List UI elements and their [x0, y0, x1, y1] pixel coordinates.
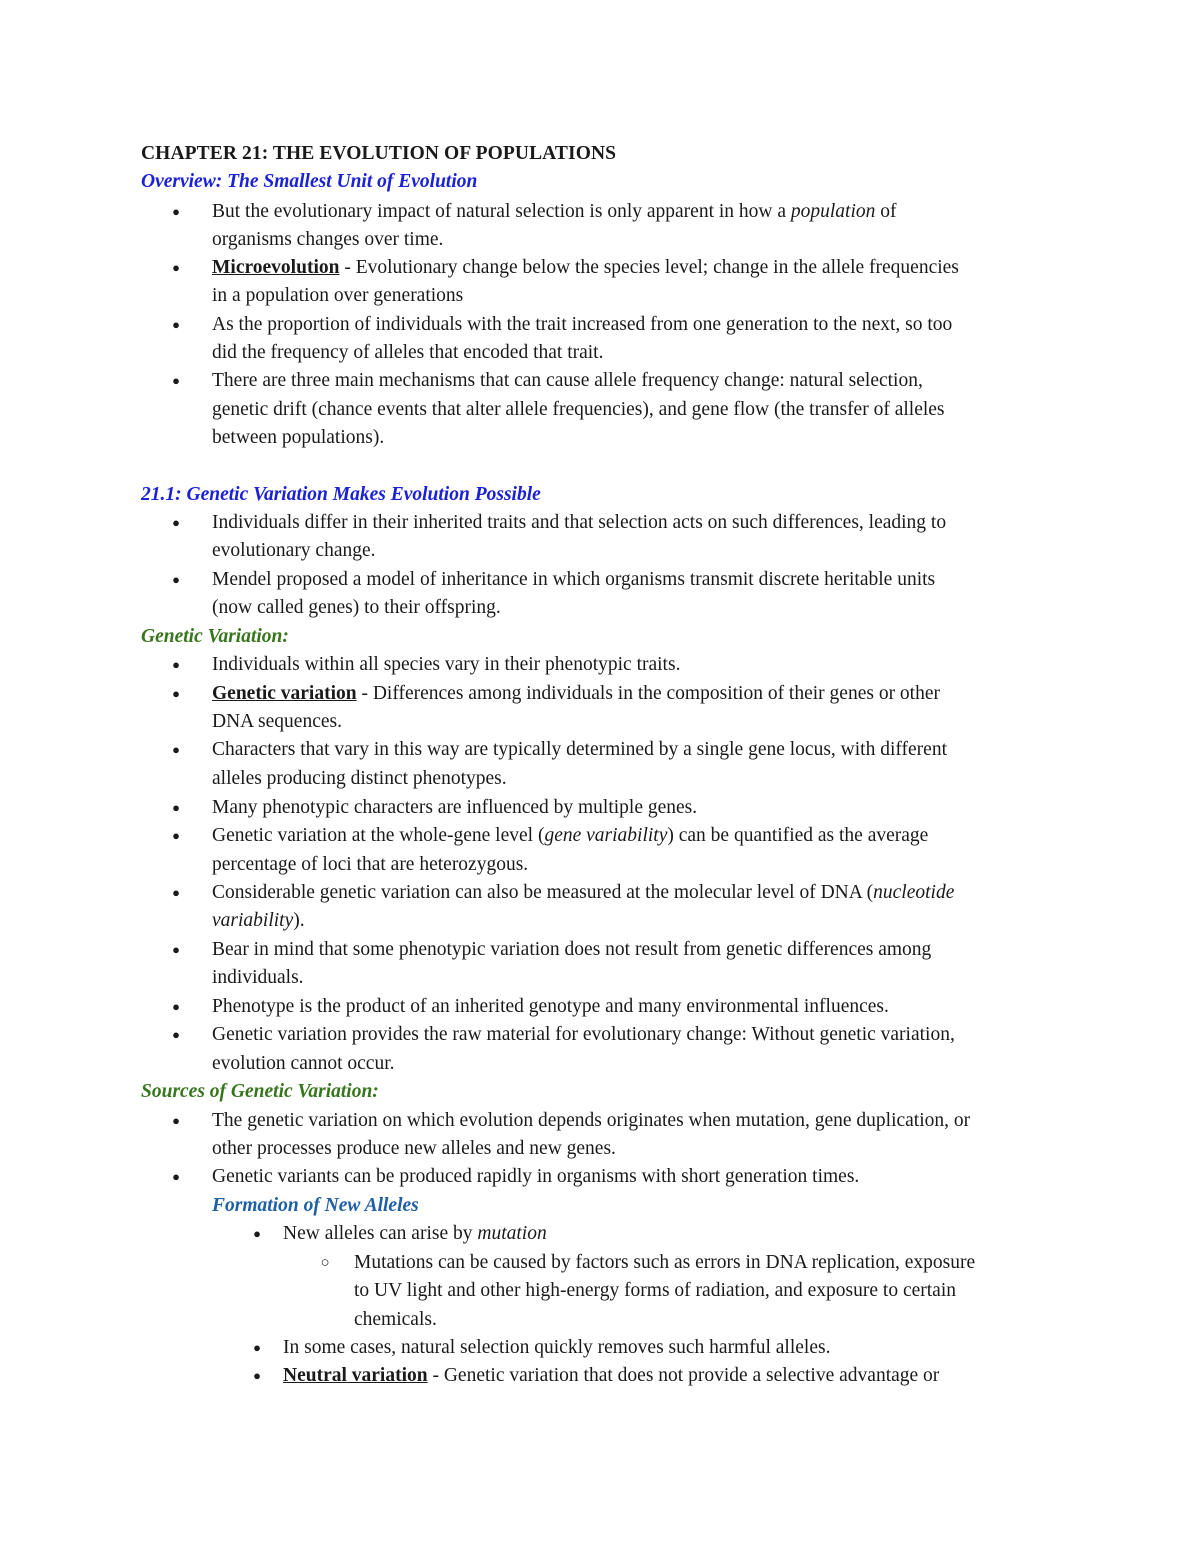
bullet-icon: ●: [172, 828, 180, 843]
list-item: Many phenotypic characters are influenced by multiple genes.: [212, 797, 698, 818]
list-item: Microevolution - Evolutionary change below the species level; change in the allele frequencies: [212, 257, 959, 278]
list-item: In some cases, natural selection quickly removes such harmful alleles.: [283, 1337, 831, 1358]
list-item: Mutations can be caused by factors such as errors in DNA replication, exposure: [354, 1252, 976, 1273]
circle-bullet-icon: ○: [320, 1255, 330, 1271]
list-item: Neutral variation - Genetic variation that does not provide a selective advantage or: [283, 1365, 940, 1386]
bullet-icon: ●: [172, 572, 180, 587]
term-microevolution: Microevolution: [212, 257, 340, 278]
list-item: But the evolutionary impact of natural selection is only apparent in how a population of: [212, 201, 897, 222]
overview-heading: Overview: The Smallest Unit of Evolution: [141, 171, 478, 192]
list-item-continuation: (now called genes) to their offspring.: [212, 597, 501, 618]
list-item-continuation: to UV light and other high-energy forms of radiation, and exposure to certain: [354, 1280, 956, 1301]
genetic-variation-heading: Genetic Variation:: [141, 626, 289, 647]
bullet-icon: ●: [172, 1113, 180, 1128]
list-item: The genetic variation on which evolution depends originates when mutation, gene duplication, or: [212, 1110, 971, 1131]
bullet-icon: ●: [172, 1169, 180, 1184]
list-item: Bear in mind that some phenotypic variation does not result from genetic differences among: [212, 939, 932, 960]
list-item-continuation: evolutionary change.: [212, 540, 376, 561]
bullet-icon: ●: [172, 742, 180, 757]
list-item-continuation: did the frequency of alleles that encoded that trait.: [212, 342, 604, 363]
section-21-1-heading: 21.1: Genetic Variation Makes Evolution Possible: [141, 484, 541, 505]
bullet-icon: ●: [253, 1368, 261, 1383]
bullet-icon: ●: [172, 885, 180, 900]
bullet-icon: ●: [172, 686, 180, 701]
list-item: There are three main mechanisms that can cause allele frequency change: natural selection,: [212, 370, 923, 391]
bullet-icon: ●: [172, 1027, 180, 1042]
bullet-icon: ●: [172, 373, 180, 388]
bullet-icon: ●: [172, 515, 180, 530]
list-item: Genetic variation - Differences among individuals in the composition of their genes or other: [212, 683, 941, 704]
bullet-icon: ●: [172, 317, 180, 332]
list-item: Genetic variation provides the raw material for evolutionary change: Without genetic variation,: [212, 1024, 955, 1045]
list-item-continuation: evolution cannot occur.: [212, 1053, 395, 1074]
list-item-continuation: chemicals.: [354, 1309, 437, 1330]
list-item: Individuals differ in their inherited traits and that selection acts on such differences, leading to: [212, 512, 947, 533]
list-item-continuation: individuals.: [212, 967, 304, 988]
bullet-icon: ●: [172, 999, 180, 1014]
list-item-continuation: genetic drift (chance events that alter allele frequencies), and gene flow (the transfer of alleles: [212, 399, 945, 420]
list-item-continuation: alleles producing distinct phenotypes.: [212, 768, 507, 789]
list-item: Genetic variation at the whole-gene level (gene variability) can be quantified as the average: [212, 825, 929, 846]
term-neutral-variation: Neutral variation: [283, 1365, 428, 1386]
term-genetic-variation: Genetic variation: [212, 683, 357, 704]
list-item: Genetic variants can be produced rapidly in organisms with short generation times.: [212, 1166, 860, 1187]
list-item: Individuals within all species vary in their phenotypic traits.: [212, 654, 681, 675]
bullet-icon: ●: [172, 942, 180, 957]
bullet-icon: ●: [172, 800, 180, 815]
formation-subheading: Formation of New Alleles: [212, 1195, 419, 1216]
list-item-continuation: percentage of loci that are heterozygous.: [212, 854, 529, 875]
bullet-icon: ●: [172, 657, 180, 672]
sources-heading: Sources of Genetic Variation:: [141, 1081, 379, 1102]
bullet-icon: ●: [172, 204, 180, 219]
list-item: Phenotype is the product of an inherited genotype and many environmental influences.: [212, 996, 889, 1017]
bullet-icon: ●: [253, 1340, 261, 1355]
list-item-continuation: organisms changes over time.: [212, 229, 444, 250]
chapter-title: CHAPTER 21: THE EVOLUTION OF POPULATIONS: [141, 143, 617, 164]
list-item: Characters that vary in this way are typically determined by a single gene locus, with different: [212, 739, 947, 760]
bullet-icon: ●: [253, 1226, 261, 1241]
list-item: Considerable genetic variation can also be measured at the molecular level of DNA (nucleotide: [212, 882, 955, 903]
list-item: Mendel proposed a model of inheritance in which organisms transmit discrete heritable units: [212, 569, 936, 590]
list-item-continuation: DNA sequences.: [212, 711, 342, 732]
list-item-continuation: other processes produce new alleles and new genes.: [212, 1138, 616, 1159]
list-item: As the proportion of individuals with the trait increased from one generation to the next, so too: [212, 314, 953, 335]
list-item: New alleles can arise by mutation: [283, 1223, 547, 1244]
list-item-continuation: between populations).: [212, 427, 385, 448]
list-item-continuation: variability).: [212, 910, 305, 931]
list-item-continuation: in a population over generations: [212, 285, 464, 306]
bullet-icon: ●: [172, 260, 180, 275]
